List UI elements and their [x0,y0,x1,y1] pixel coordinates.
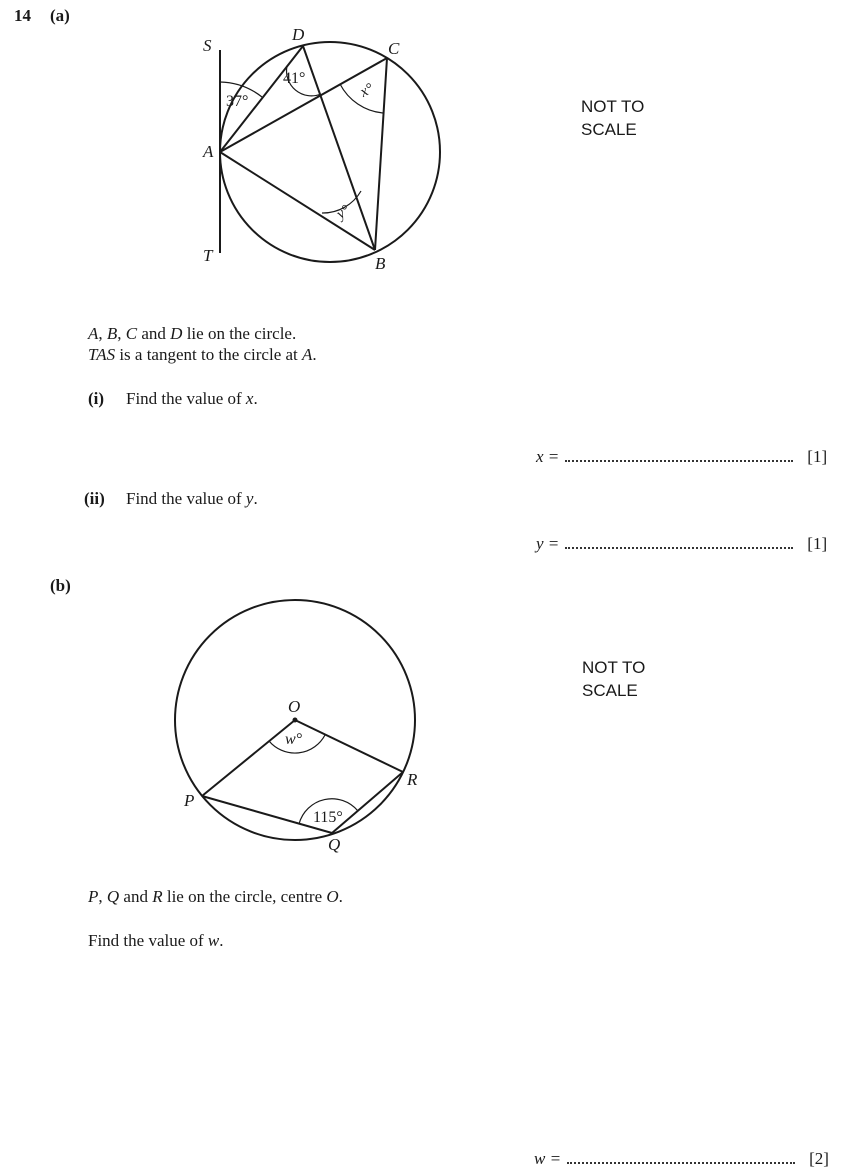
not-to-scale-b-line1: NOT TO [582,658,646,677]
answer-line-y [536,533,827,554]
sub-i-label: (i) [88,389,105,408]
angle-y-label: y° [333,202,354,223]
label-b: B [375,254,386,273]
circle-a [220,42,440,262]
angle-115-label: 115° [313,809,343,826]
label-q: Q [328,835,341,854]
label-p: P [184,791,195,810]
label-d: D [292,25,305,44]
chord-cb [375,58,387,250]
answer-y-field[interactable] [565,533,793,549]
sub-ii-label: (ii) [84,489,105,508]
statement-a1: A, B, C and D lie on the circle. [88,324,297,343]
label-r: R [407,770,418,789]
statement-a2: TAS is a tangent to the circle at A. [88,345,317,364]
part-a-label: (a) [50,6,70,25]
circle-centre-diagram [0,590,853,860]
marks-x: [1] [807,447,828,466]
statement-b: P, Q and R lie on the circle, centre O. [88,887,343,906]
marks-y: [1] [807,534,828,553]
label-a: A [203,142,214,161]
label-c: C [388,39,400,58]
answer-w-var: w = [534,1149,562,1168]
answer-line-w [534,1148,829,1169]
answer-line-x [536,446,827,467]
circle-tangent-diagram [0,0,853,290]
label-o: O [288,697,301,716]
not-to-scale-b-line2: SCALE [582,681,638,700]
sub-ii-text: Find the value of y. [126,489,258,508]
not-to-scale-a [581,95,644,141]
instruction-b: Find the value of w. [88,931,224,950]
centre-point [293,718,298,723]
angle-41-label: 41° [283,70,306,87]
radius-op [202,720,295,796]
angle-w-label: w° [285,731,303,748]
label-s: S [203,36,212,55]
answer-w-field[interactable] [567,1148,795,1164]
not-to-scale-a-line1: NOT TO [581,97,645,116]
sub-i-text: Find the value of x. [126,389,258,408]
marks-w: [2] [809,1149,829,1168]
question-number: 14 [14,6,31,25]
angle-37-label: 37° [226,93,249,110]
radius-or [295,720,403,772]
answer-x-field[interactable] [565,446,793,462]
chord-db [303,46,375,250]
not-to-scale-b [582,656,645,702]
answer-y-var: y = [536,534,560,553]
part-b-label: (b) [50,576,71,595]
label-t: T [203,246,213,265]
angle-x-label: x° [357,80,377,101]
chord-ab [220,152,375,250]
answer-x-var: x = [536,447,560,466]
not-to-scale-a-line2: SCALE [581,120,637,139]
